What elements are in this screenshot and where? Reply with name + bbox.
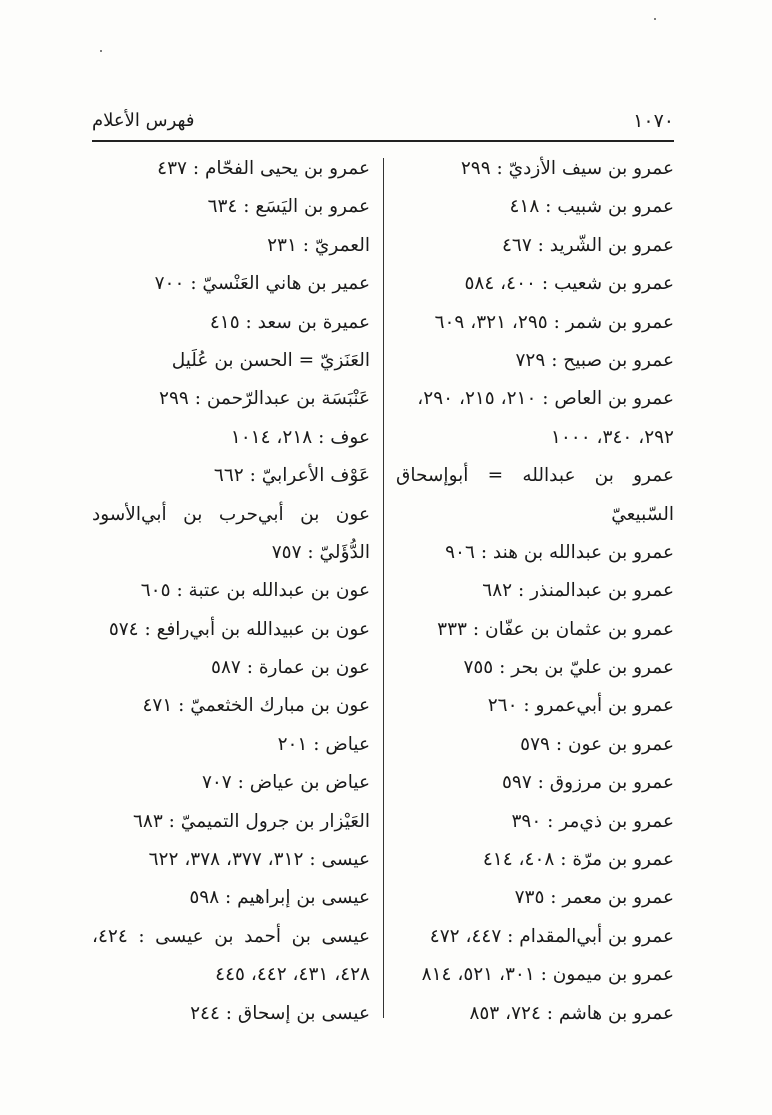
index-entry: عيسى بن إسحاق : ٢٤٤ (190, 1002, 370, 1024)
index-entry: عمرو بن عبدالله = أبوإسحاق (396, 465, 674, 487)
index-entry: العَيْزار بن جرول التميميّ : ٦٨٣ (132, 810, 370, 832)
index-entry: عمرو بن يحيى الفحّام : ٤٣٧ (157, 158, 370, 179)
scan-speck-top (654, 18, 656, 20)
index-column-right (396, 150, 674, 1033)
index-entry: العمريّ : ٢٣١ (267, 234, 370, 256)
index-entry: عَنْبَسَة بن عبدالرّحمن : ٢٩٩ (159, 388, 370, 410)
index-entry: عمير بن هاني العَنْسيّ : ٧٠٠ (154, 273, 370, 295)
index-entry: عيسى بن أحمد بن عيسى : ٤٢٤، (92, 925, 370, 947)
index-entry: عون بن عمارة : ٥٨٧ (211, 657, 370, 679)
index-entry: عياض : ٢٠١ (277, 733, 370, 755)
scan-speck-left (100, 50, 102, 52)
page-number: ١٠٧٠ (633, 110, 674, 132)
header-rule (92, 140, 674, 142)
index-entry: عمرو بن هاشم : ٧٢٤، ٨٥٣ (469, 1002, 674, 1024)
index-entry: عمرو بن أبي‌عمرو : ٢٦٠ (487, 695, 674, 717)
index-entry: عيسى بن إبراهيم : ٥٩٨ (189, 887, 370, 909)
index-entry: العَنَزيّ = الحسن بن عُلَيل (171, 349, 370, 371)
index-entry: عمرو بن عون : ٥٧٩ (520, 733, 674, 755)
index-entry: عمرو بن معمر : ٧٣٥ (514, 887, 674, 909)
index-column-left (92, 150, 370, 1033)
index-entry: عمرو بن عليّ بن بحر : ٧٥٥ (463, 657, 674, 679)
index-entry: عوف : ٢١٨، ١٠١٤ (230, 426, 370, 448)
index-entry: عمرو بن شمر : ٢٩٥، ٣٢١، ٦٠٩ (434, 311, 674, 333)
index-entry: عمرو بن عبدالله بن هند : ٩٠٦ (445, 541, 674, 563)
column-divider (383, 158, 384, 1018)
index-entry: عون بن عبيدالله بن أبي‌رافع : ٥٧٤ (108, 618, 370, 640)
page-header (92, 110, 674, 136)
index-entry: عمرو بن مرّة : ٤٠٨، ٤١٤ (482, 849, 674, 871)
index-entry: عَوْف الأعرابيّ : ٦٦٢ (213, 465, 370, 487)
index-entry: عمرو بن سيف الأزديّ : ٢٩٩ (460, 158, 674, 179)
index-entry: عون بن مبارك الخثعميّ : ٤٧١ (142, 695, 370, 717)
index-entry: عمرو بن أبي‌المقدام : ٤٤٧، ٤٧٢ (429, 925, 674, 947)
index-entry: عمرو بن اليَسَع : ٦٣٤ (207, 196, 370, 218)
index-entry: عميرة بن سعد : ٤١٥ (209, 311, 370, 333)
index-entry: عمرو بن شبيب : ٤١٨ (509, 196, 674, 218)
index-entry: عمرو بن الشّريد : ٤٦٧ (501, 234, 674, 256)
index-entry-continuation: ٢٩٢، ٣٤٠، ١٠٠٠ (550, 426, 674, 448)
index-entry-continuation: ٤٢٨، ٤٣١، ٤٤٢، ٤٤٥ (215, 964, 370, 986)
index-entry: عون بن أبي‌حرب بن أبي‌الأسود (92, 503, 370, 525)
index-entry: عمرو بن عثمان بن عفّان : ٣٣٣ (437, 618, 674, 640)
index-entry: عمرو بن مرزوق : ٥٩٧ (501, 772, 674, 794)
index-entry: عمرو بن ميمون : ٣٠١، ٥٢١، ٨١٤ (421, 964, 674, 986)
index-entry: عمرو بن شعيب : ٤٠٠، ٥٨٤ (464, 273, 674, 295)
index-entry: عيسى : ٣١٢، ٣٧٧، ٣٧٨، ٦٢٢ (148, 849, 370, 871)
index-entry-continuation: السّبيعيّ (611, 503, 674, 525)
index-entry: عمرو بن العاص : ٢١٠، ٢١٥، ٢٩٠، (417, 388, 674, 410)
index-entry: عمرو بن عبدالمنذر : ٦٨٢ (482, 580, 674, 602)
index-entry: عياض بن عياض : ٧٠٧ (201, 772, 370, 794)
index-entry: عون بن عبدالله بن عتبة : ٦٠٥ (140, 580, 370, 602)
running-title: فهرس الأعلام (92, 110, 195, 131)
index-entry: عمرو بن ذي‌مر : ٣٩٠ (511, 810, 674, 832)
index-entry-continuation: الدُّؤَليّ : ٧٥٧ (271, 541, 370, 563)
index-entry: عمرو بن صبيح : ٧٢٩ (515, 349, 674, 371)
